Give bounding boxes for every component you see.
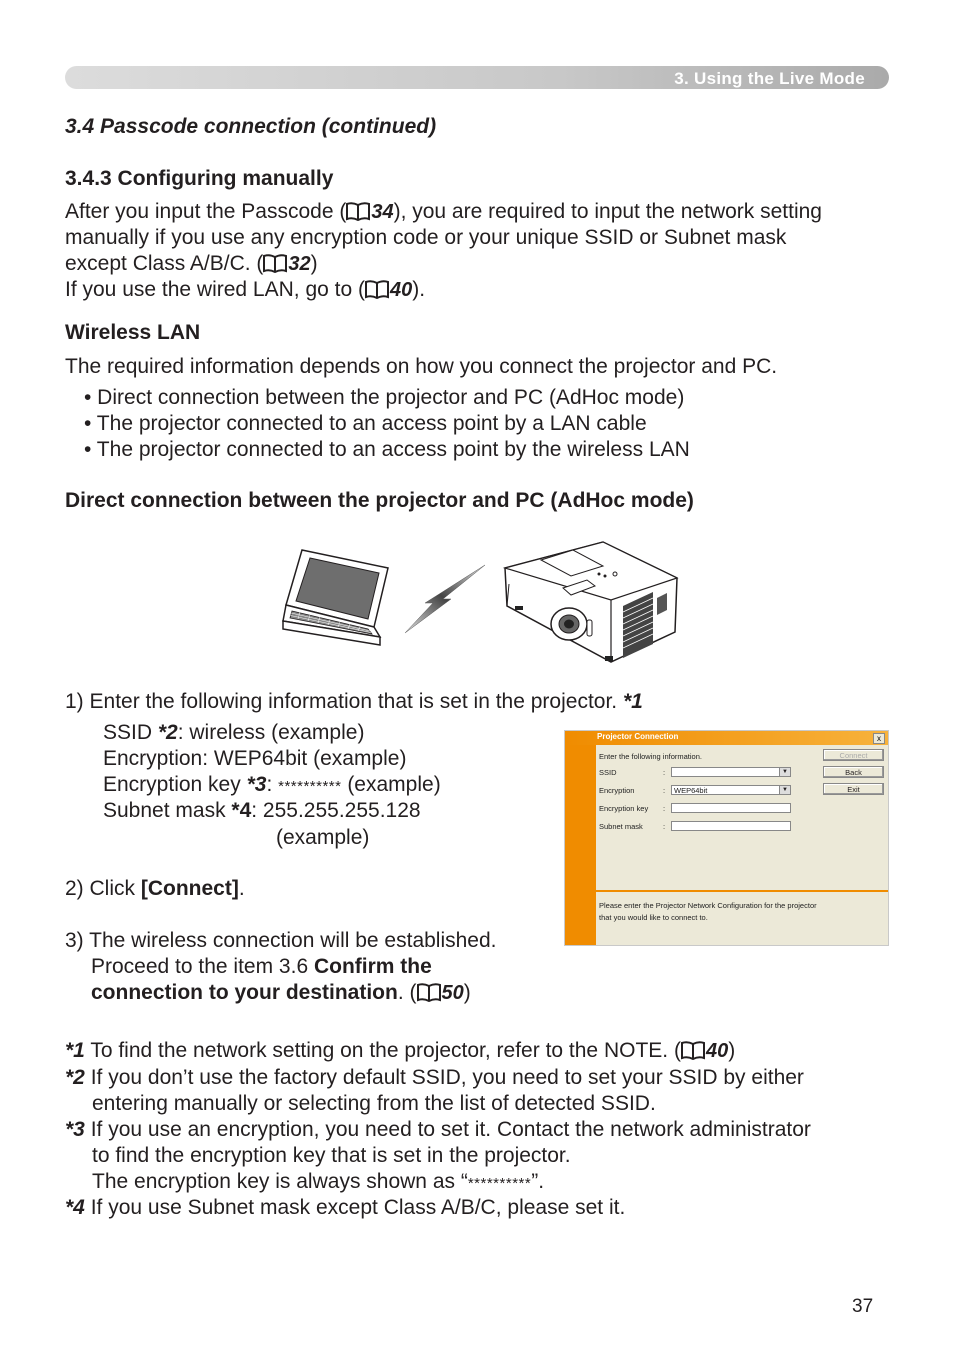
page-number: 37 — [852, 1296, 874, 1317]
ssid-dropdown[interactable] — [671, 767, 791, 777]
dialog-title: Projector Connection — [597, 732, 679, 741]
note-3-line-2: to find the encryption key that is set in the projector. — [92, 1144, 571, 1167]
list-item: • The projector connected to an access point by the wireless LAN — [84, 438, 690, 461]
step-3: 3) The wireless connection will be established. — [65, 929, 497, 952]
subnet-mask-label: Subnet mask — [599, 822, 643, 831]
footnote-ref: *1 — [65, 1039, 85, 1062]
page-ref[interactable]: 32 — [288, 253, 311, 275]
note-1: *1 To find the network setting on the projector, refer to the NOTE. ( 40) — [65, 1039, 736, 1062]
wireless-description: The required information depends on how you connect the projector and PC. — [65, 355, 778, 378]
footnote-ref: *2 — [65, 1066, 85, 1089]
chevron-down-icon[interactable]: ▼ — [779, 768, 790, 776]
section-subtitle: 3.4 Passcode connection (continued) — [65, 115, 437, 138]
section-title: 3. Using the Live Mode — [674, 69, 865, 88]
dialog-main-panel — [596, 745, 888, 890]
colon: : — [663, 786, 666, 795]
page-ref[interactable]: 34 — [371, 201, 394, 223]
intro-line-3: except Class A/B/C. ( 32) — [65, 252, 318, 275]
intro-line-4: If you use the wired LAN, go to ( 40). — [65, 278, 426, 301]
connect-label: [Connect] — [140, 877, 239, 900]
dialog-prompt: Enter the following information. — [599, 752, 702, 761]
footnote-ref: *4 — [231, 799, 252, 822]
subnet-mask-input[interactable] — [671, 821, 791, 831]
page-ref[interactable]: 40 — [390, 279, 413, 301]
colon: : — [663, 804, 666, 813]
book-reference-icon — [263, 254, 287, 273]
list-item: • The projector connected to an access point by a LAN cable — [84, 412, 647, 435]
book-reference-icon — [681, 1041, 705, 1060]
book-reference-icon — [365, 280, 389, 299]
wireless-heading: Wireless LAN — [65, 321, 201, 344]
exit-button[interactable]: Exit — [823, 783, 884, 795]
footnote-ref: *1 — [622, 690, 643, 713]
encryption-label: Encryption — [599, 786, 635, 795]
note-3-line-3: The encryption key is always shown as “**********”. — [92, 1170, 545, 1193]
step-1: 1) Enter the following information that is set in the projector. *1 — [65, 690, 643, 713]
page-ref[interactable]: 40 — [705, 1040, 729, 1062]
encryption-dropdown[interactable] — [671, 785, 791, 795]
footer-text-2: that you would like to connect to. — [599, 913, 708, 922]
projector-connection-dialog — [564, 730, 889, 946]
footnote-ref: *4 — [65, 1196, 85, 1219]
note-4: *4 If you use Subnet mask except Class A/B/C, please set it. — [65, 1196, 626, 1219]
encryption-line: Encryption: WEP64bit (example) — [103, 747, 407, 770]
footer-text-1: Please enter the Projector Network Configuration for the projector — [599, 901, 817, 910]
ssid-label: SSID — [599, 768, 617, 777]
back-button[interactable]: Back — [823, 766, 884, 778]
footnote-ref: *3 — [65, 1118, 85, 1141]
footnote-ref: *3 — [246, 773, 267, 796]
wireless-signal-icon — [403, 563, 487, 635]
encryption-key-line: Encryption key *3: ********** (example) — [103, 773, 441, 796]
list-item: • Direct connection between the projector and PC (AdHoc mode) — [84, 386, 685, 409]
adhoc-heading: Direct connection between the projector and PC (AdHoc mode) — [65, 489, 694, 512]
step-3-line-2: Proceed to the item 3.6 Confirm the — [91, 955, 432, 978]
encryption-key-label: Encryption key — [599, 804, 649, 813]
close-icon[interactable]: x — [873, 733, 885, 744]
step-3-line-3: connection to your destination. ( 50) — [91, 981, 471, 1004]
dialog-footer — [596, 892, 888, 945]
colon: : — [663, 768, 666, 777]
colon: : — [663, 822, 666, 831]
book-reference-icon — [417, 983, 441, 1002]
note-2: *2 If you don’t use the factory default SSID, you need to set your SSID by either — [65, 1066, 804, 1089]
masked-key: ********** — [278, 778, 342, 795]
book-reference-icon — [346, 202, 370, 221]
laptop-illustration — [280, 545, 390, 650]
intro-line-1: After you input the Passcode ( 34), you are required to input the network setting — [65, 200, 822, 223]
header-bar — [65, 66, 889, 89]
page-ref[interactable]: 50 — [441, 982, 464, 1004]
ssid-line: SSID *2: wireless (example) — [103, 721, 365, 744]
projector-illustration — [503, 540, 679, 665]
step-2: 2) Click [Connect]. — [65, 877, 245, 900]
note-3: *3 If you use an encryption, you need to set it. Contact the network administrator — [65, 1118, 811, 1141]
masked-key: ********** — [467, 1175, 532, 1192]
page-heading: 3.4.3 Configuring manually — [65, 167, 334, 190]
encryption-key-input[interactable] — [671, 803, 791, 813]
intro-line-2: manually if you use any encryption code or your unique SSID or Subnet mask — [65, 226, 787, 249]
encryption-value: WEP64bit — [674, 786, 708, 795]
chevron-down-icon[interactable]: ▼ — [779, 786, 790, 794]
connect-button[interactable]: Connect — [823, 749, 884, 761]
subnet-mask-line: Subnet mask *4: 255.255.255.128 — [103, 799, 421, 822]
note-2-line-2: entering manually or selecting from the list of detected SSID. — [92, 1092, 656, 1115]
subnet-mask-example: (example) — [276, 826, 370, 849]
dialog-title-bar — [565, 731, 888, 745]
footnote-ref: *2 — [157, 721, 178, 744]
